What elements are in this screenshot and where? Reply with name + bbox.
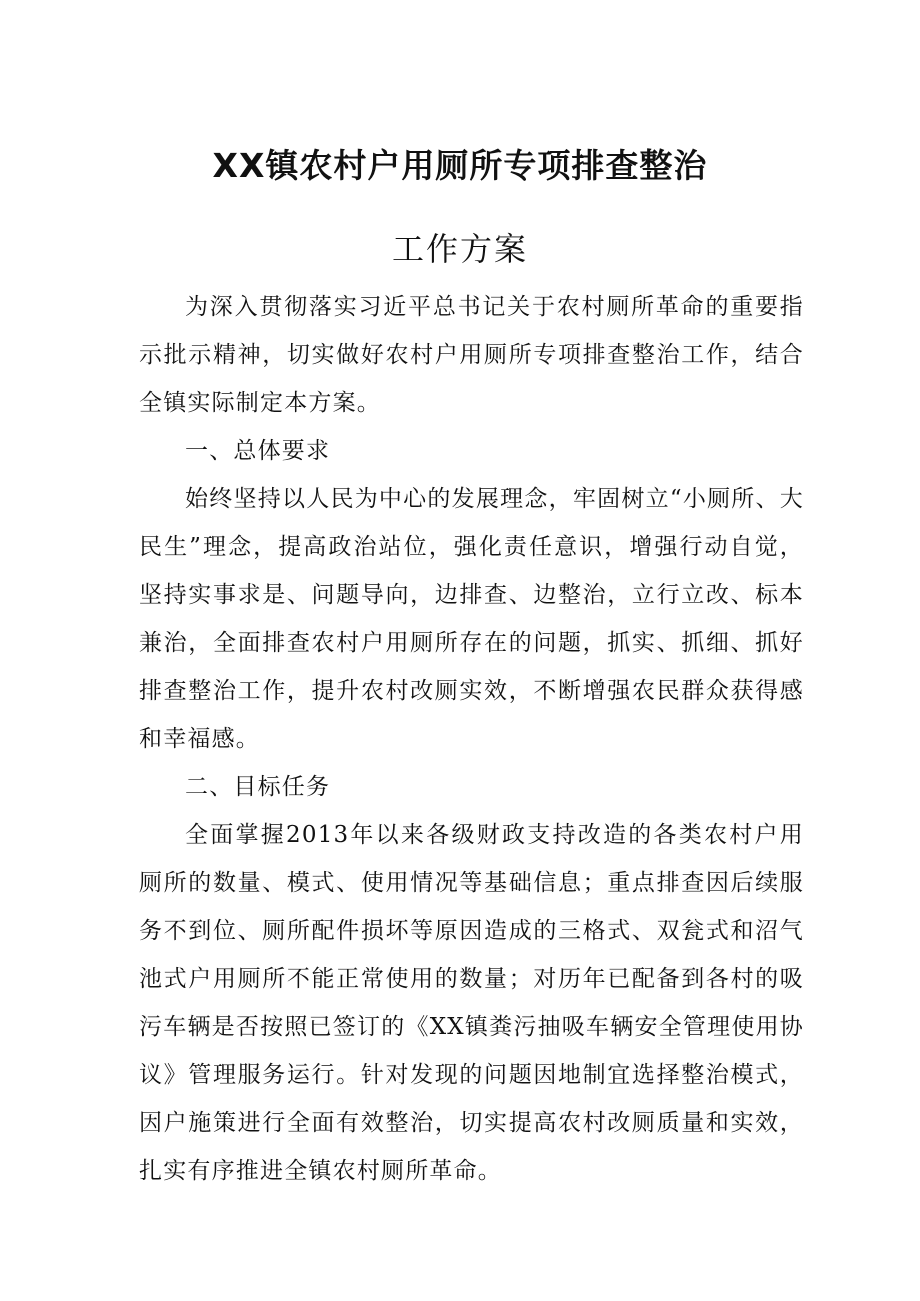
section1-heading: 一、总体要求 [185, 438, 331, 464]
document-body [139, 283, 804, 1195]
document-title-line1: XX镇农村户用厕所专项排查整治 [212, 146, 708, 185]
document-title-line2: 工作方案 [391, 230, 528, 268]
section2-heading: 二、目标任务 [185, 774, 331, 800]
section2-paragraph: 全面掌握2013年以来各级财政支持改造的各类农村户用厕所的数量、模式、使用情况等基础信息；重点排查因后续服务不到位、厕所配件损坏等原因造成的三格式、双瓮式和沼气池式户用厕所不能正常使用的数量；对历年已配备到各村的吸污车辆是否按照已签订的《XX镇粪污抽吸车辆安全管理使用协议》管理服务运行。针对发现的问题因地制宜选择整治模式，因户施策进行全面有效整治，切实提高农村改厕质量和实效，扎实有序推进全镇农村厕所革命。 [139, 822, 804, 1184]
intro-paragraph: 为深入贯彻落实习近平总书记关于农村厕所革命的重要指示批示精神，切实做好农村户用厕所专项排查整治工作，结合全镇实际制定本方案。 [139, 294, 804, 416]
section1-paragraph: 始终坚持以人民为中心的发展理念，牢固树立“小厕所、大民生”理念，提高政治站位，强化责任意识，增强行动自觉，坚持实事求是、问题导向，边排查、边整治，立行立改、标本兼治，全面排查农村户用厕所存在的问题，抓实、抓细、抓好排查整治工作，提升农村改厕实效，不断增强农民群众获得感和幸福感。 [139, 486, 804, 752]
